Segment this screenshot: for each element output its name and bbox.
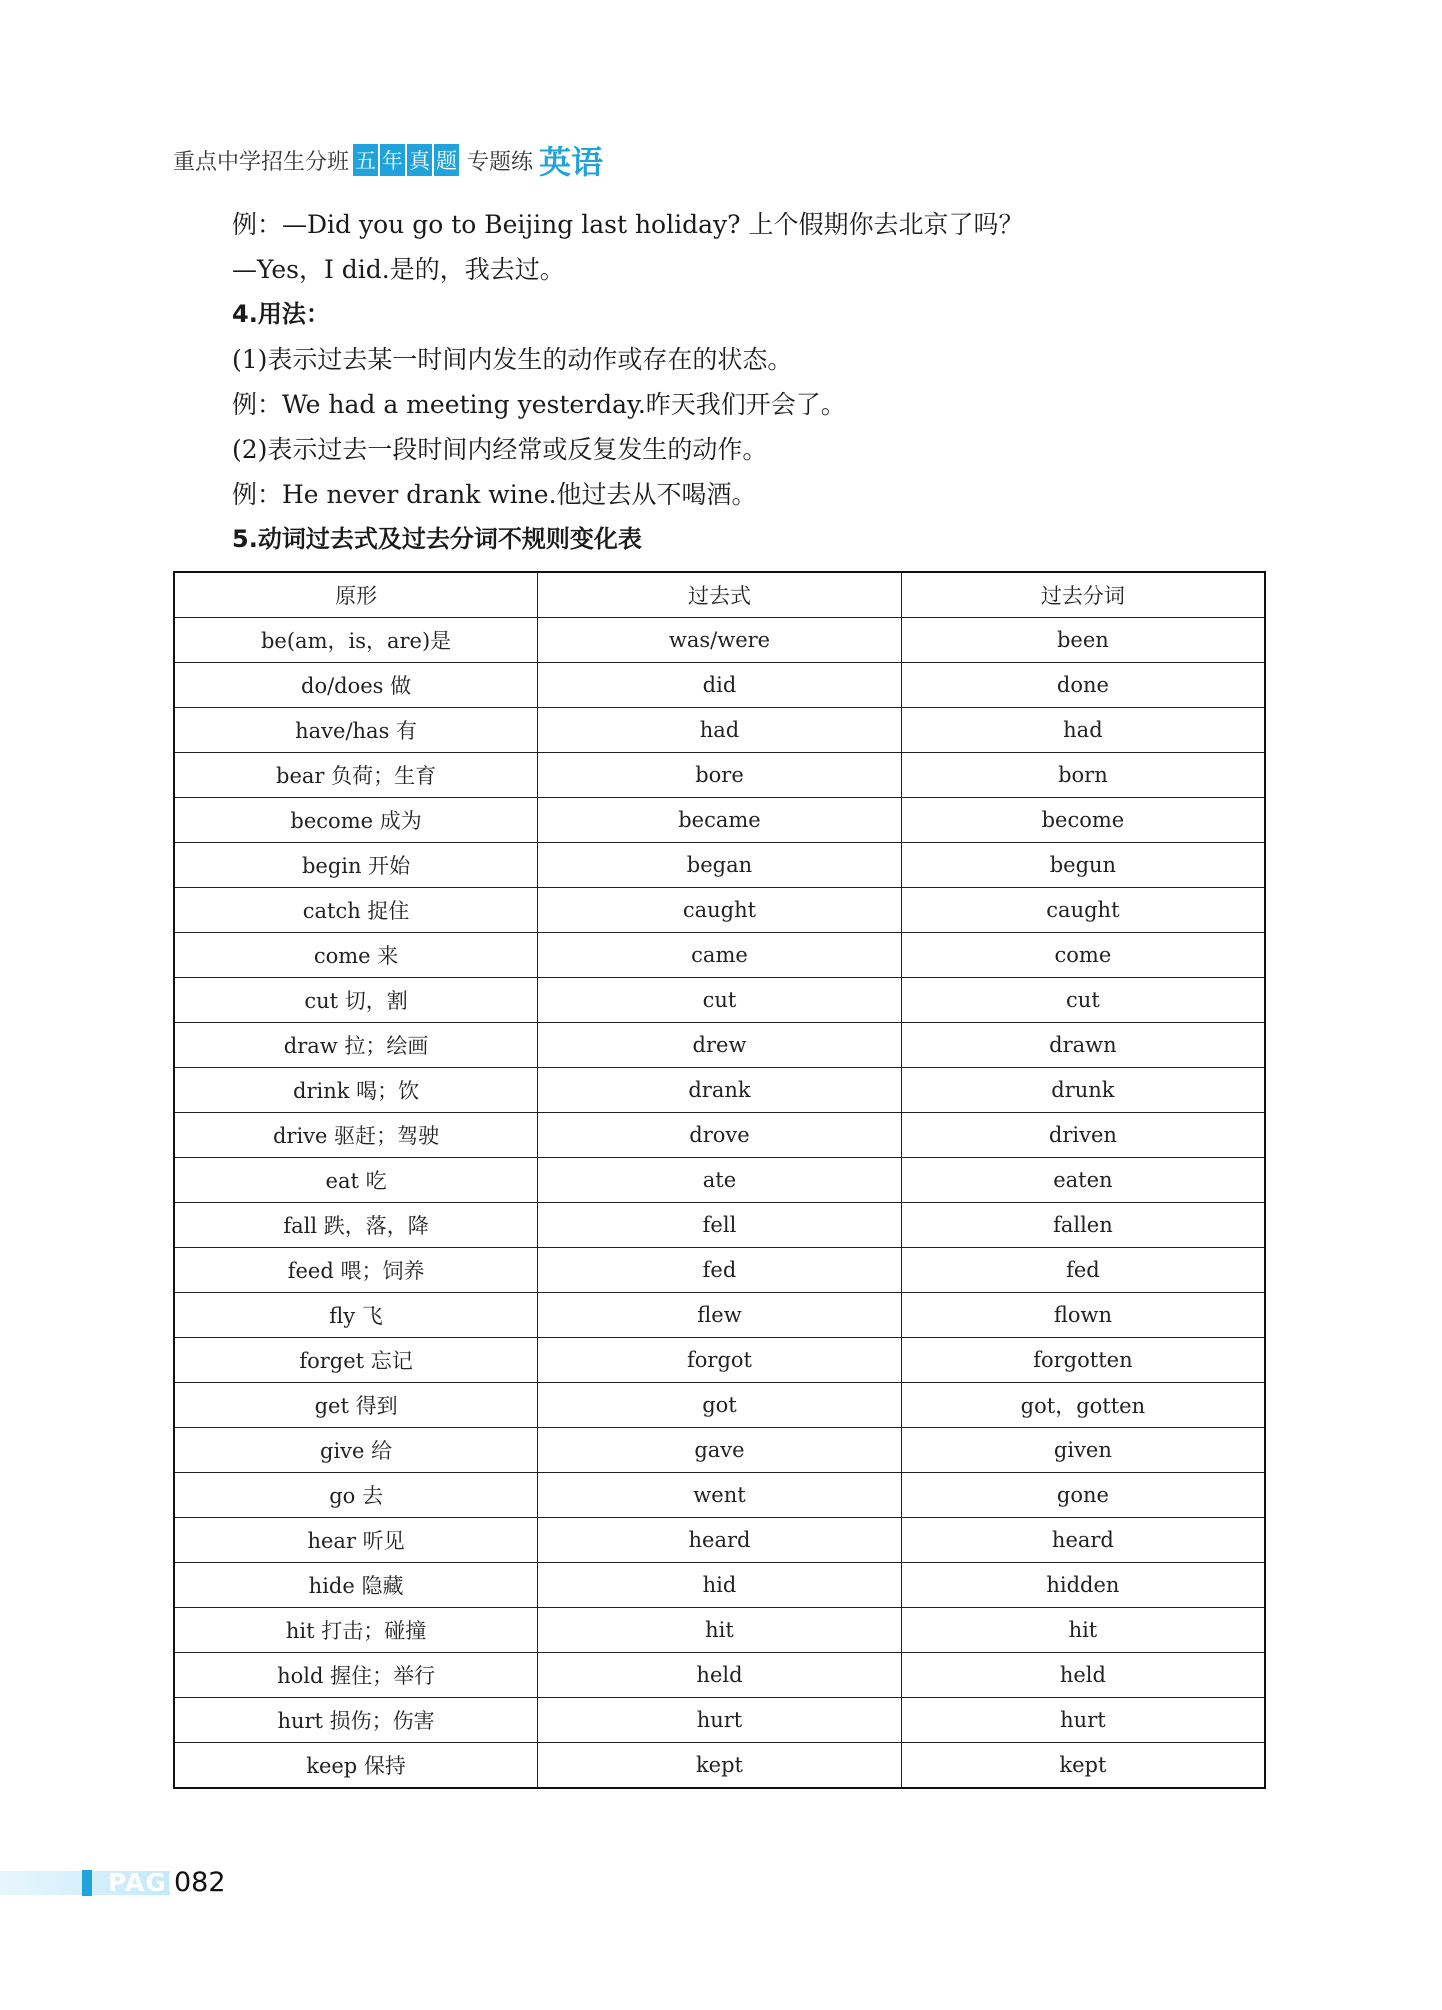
cell-past-participle: done (901, 663, 1265, 708)
table-row (174, 1518, 1265, 1563)
cell-past-participle: hidden (901, 1563, 1265, 1608)
cell-base-form: give 给 (174, 1428, 538, 1473)
table-row (174, 1068, 1265, 1113)
table-header-row (174, 572, 1265, 618)
table-row (174, 843, 1265, 888)
cell-past-tense: heard (538, 1518, 902, 1563)
table-row (174, 1293, 1265, 1338)
column-header-base-form: 原形 (174, 572, 538, 618)
footer-accent-bar (82, 1870, 92, 1896)
header-highlight-char: 题 (434, 144, 459, 176)
cell-base-form: come 来 (174, 933, 538, 978)
cell-past-tense: hit (538, 1608, 902, 1653)
cell-past-tense: held (538, 1653, 902, 1698)
cell-base-form: keep 保持 (174, 1743, 538, 1789)
cell-base-form: bear 负荷；生育 (174, 753, 538, 798)
cell-past-tense: did (538, 663, 902, 708)
cell-past-participle: drunk (901, 1068, 1265, 1113)
cell-past-tense: came (538, 933, 902, 978)
cell-past-tense: became (538, 798, 902, 843)
cell-past-tense: drank (538, 1068, 902, 1113)
cell-past-participle: become (901, 798, 1265, 843)
page-number: 082 (174, 1867, 226, 1898)
cell-past-tense: bore (538, 753, 902, 798)
cell-past-tense: had (538, 708, 902, 753)
header-highlight-char: 年 (380, 144, 405, 176)
cell-past-tense: hurt (538, 1698, 902, 1743)
column-header-past-participle: 过去分词 (901, 572, 1265, 618)
table-body (174, 618, 1265, 1789)
cell-past-tense: caught (538, 888, 902, 933)
header-series-title: 重点中学招生分班 (173, 149, 350, 175)
example-answer: —Yes，I did.是的，我去过。 (232, 255, 565, 284)
column-header-past-tense: 过去式 (538, 572, 902, 618)
cell-base-form: feed 喂；饲养 (174, 1248, 538, 1293)
cell-past-participle: got，gotten (901, 1383, 1265, 1428)
cell-base-form: do/does 做 (174, 663, 538, 708)
usage-point-1: (1)表示过去某一时间内发生的动作或存在的状态。 (232, 345, 793, 374)
cell-base-form: hold 握住；举行 (174, 1653, 538, 1698)
body-text (232, 202, 1282, 562)
cell-past-tense: fed (538, 1248, 902, 1293)
cell-past-tense: ate (538, 1158, 902, 1203)
cell-past-tense: kept (538, 1743, 902, 1789)
page-footer (0, 1865, 230, 1899)
irregular-verb-table (173, 571, 1266, 1789)
cell-base-form: eat 吃 (174, 1158, 538, 1203)
cell-base-form: fall 跌，落，降 (174, 1203, 538, 1248)
cell-past-participle: fallen (901, 1203, 1265, 1248)
cell-base-form: catch 捉住 (174, 888, 538, 933)
cell-past-tense: flew (538, 1293, 902, 1338)
cell-past-tense: drove (538, 1113, 902, 1158)
cell-base-form: hear 听见 (174, 1518, 538, 1563)
table-row (174, 1023, 1265, 1068)
table-row (174, 1563, 1265, 1608)
cell-past-participle: forgotten (901, 1338, 1265, 1383)
cell-past-participle: caught (901, 888, 1265, 933)
cell-base-form: become 成为 (174, 798, 538, 843)
cell-base-form: fly 飞 (174, 1293, 538, 1338)
cell-past-participle: cut (901, 978, 1265, 1023)
table-row (174, 1158, 1265, 1203)
table-row (174, 618, 1265, 663)
section-heading-table: 5.动词过去式及过去分词不规则变化表 (232, 525, 642, 553)
header-series-suffix: 专题练 (467, 149, 534, 175)
table-row (174, 1473, 1265, 1518)
cell-past-participle: gone (901, 1473, 1265, 1518)
cell-past-tense: was/were (538, 618, 902, 663)
cell-past-tense: cut (538, 978, 902, 1023)
table-row (174, 753, 1265, 798)
cell-past-participle: given (901, 1428, 1265, 1473)
cell-past-participle: kept (901, 1743, 1265, 1789)
usage-example-2: 例：He never drank wine.他过去从不喝酒。 (232, 480, 757, 509)
cell-base-form: hit 打击；碰撞 (174, 1608, 538, 1653)
cell-past-participle: drawn (901, 1023, 1265, 1068)
cell-past-participle: heard (901, 1518, 1265, 1563)
cell-base-form: forget 忘记 (174, 1338, 538, 1383)
page-header (173, 140, 603, 180)
cell-past-participle: fed (901, 1248, 1265, 1293)
table-row (174, 1383, 1265, 1428)
cell-base-form: get 得到 (174, 1383, 538, 1428)
cell-past-tense: drew (538, 1023, 902, 1068)
cell-past-participle: driven (901, 1113, 1265, 1158)
cell-base-form: go 去 (174, 1473, 538, 1518)
table-row (174, 1743, 1265, 1789)
table-row (174, 1608, 1265, 1653)
cell-base-form: drive 驱赶；驾驶 (174, 1113, 538, 1158)
cell-past-participle: come (901, 933, 1265, 978)
table-row (174, 1698, 1265, 1743)
cell-past-tense: went (538, 1473, 902, 1518)
table-row (174, 663, 1265, 708)
table-row (174, 978, 1265, 1023)
page-label: PAGE (108, 1868, 185, 1897)
cell-base-form: hide 隐藏 (174, 1563, 538, 1608)
table-row (174, 1203, 1265, 1248)
example-question: 例：—Did you go to Beijing last holiday? 上个假期你去北京了吗？ (232, 210, 1024, 239)
cell-past-tense: hid (538, 1563, 902, 1608)
section-heading-usage: 4.用法： (232, 300, 330, 328)
table-row (174, 888, 1265, 933)
header-highlight-char: 真 (407, 144, 432, 176)
table-row (174, 1338, 1265, 1383)
table-row (174, 933, 1265, 978)
cell-past-tense: gave (538, 1428, 902, 1473)
cell-past-participle: eaten (901, 1158, 1265, 1203)
cell-base-form: have/has 有 (174, 708, 538, 753)
table-row (174, 1428, 1265, 1473)
cell-past-tense: forgot (538, 1338, 902, 1383)
cell-past-tense: began (538, 843, 902, 888)
cell-past-participle: had (901, 708, 1265, 753)
header-highlight-char: 五 (353, 144, 378, 176)
cell-past-tense: fell (538, 1203, 902, 1248)
table-row (174, 798, 1265, 843)
cell-base-form: drink 喝；饮 (174, 1068, 538, 1113)
usage-point-2: (2)表示过去一段时间内经常或反复发生的动作。 (232, 435, 768, 464)
cell-base-form: be(am，is，are)是 (174, 618, 538, 663)
cell-past-participle: been (901, 618, 1265, 663)
table-row (174, 708, 1265, 753)
cell-base-form: begin 开始 (174, 843, 538, 888)
cell-past-participle: flown (901, 1293, 1265, 1338)
cell-base-form: hurt 损伤；伤害 (174, 1698, 538, 1743)
cell-past-participle: hurt (901, 1698, 1265, 1743)
usage-example-1: 例：We had a meeting yesterday.昨天我们开会了。 (232, 390, 846, 419)
cell-base-form: draw 拉；绘画 (174, 1023, 538, 1068)
table-row (174, 1113, 1265, 1158)
cell-base-form: cut 切，割 (174, 978, 538, 1023)
cell-past-participle: hit (901, 1608, 1265, 1653)
table-row (174, 1248, 1265, 1293)
table-row (174, 1653, 1265, 1698)
cell-past-participle: born (901, 753, 1265, 798)
cell-past-participle: begun (901, 843, 1265, 888)
cell-past-tense: got (538, 1383, 902, 1428)
header-highlight (353, 144, 461, 176)
header-subject: 英语 (539, 143, 604, 181)
cell-past-participle: held (901, 1653, 1265, 1698)
